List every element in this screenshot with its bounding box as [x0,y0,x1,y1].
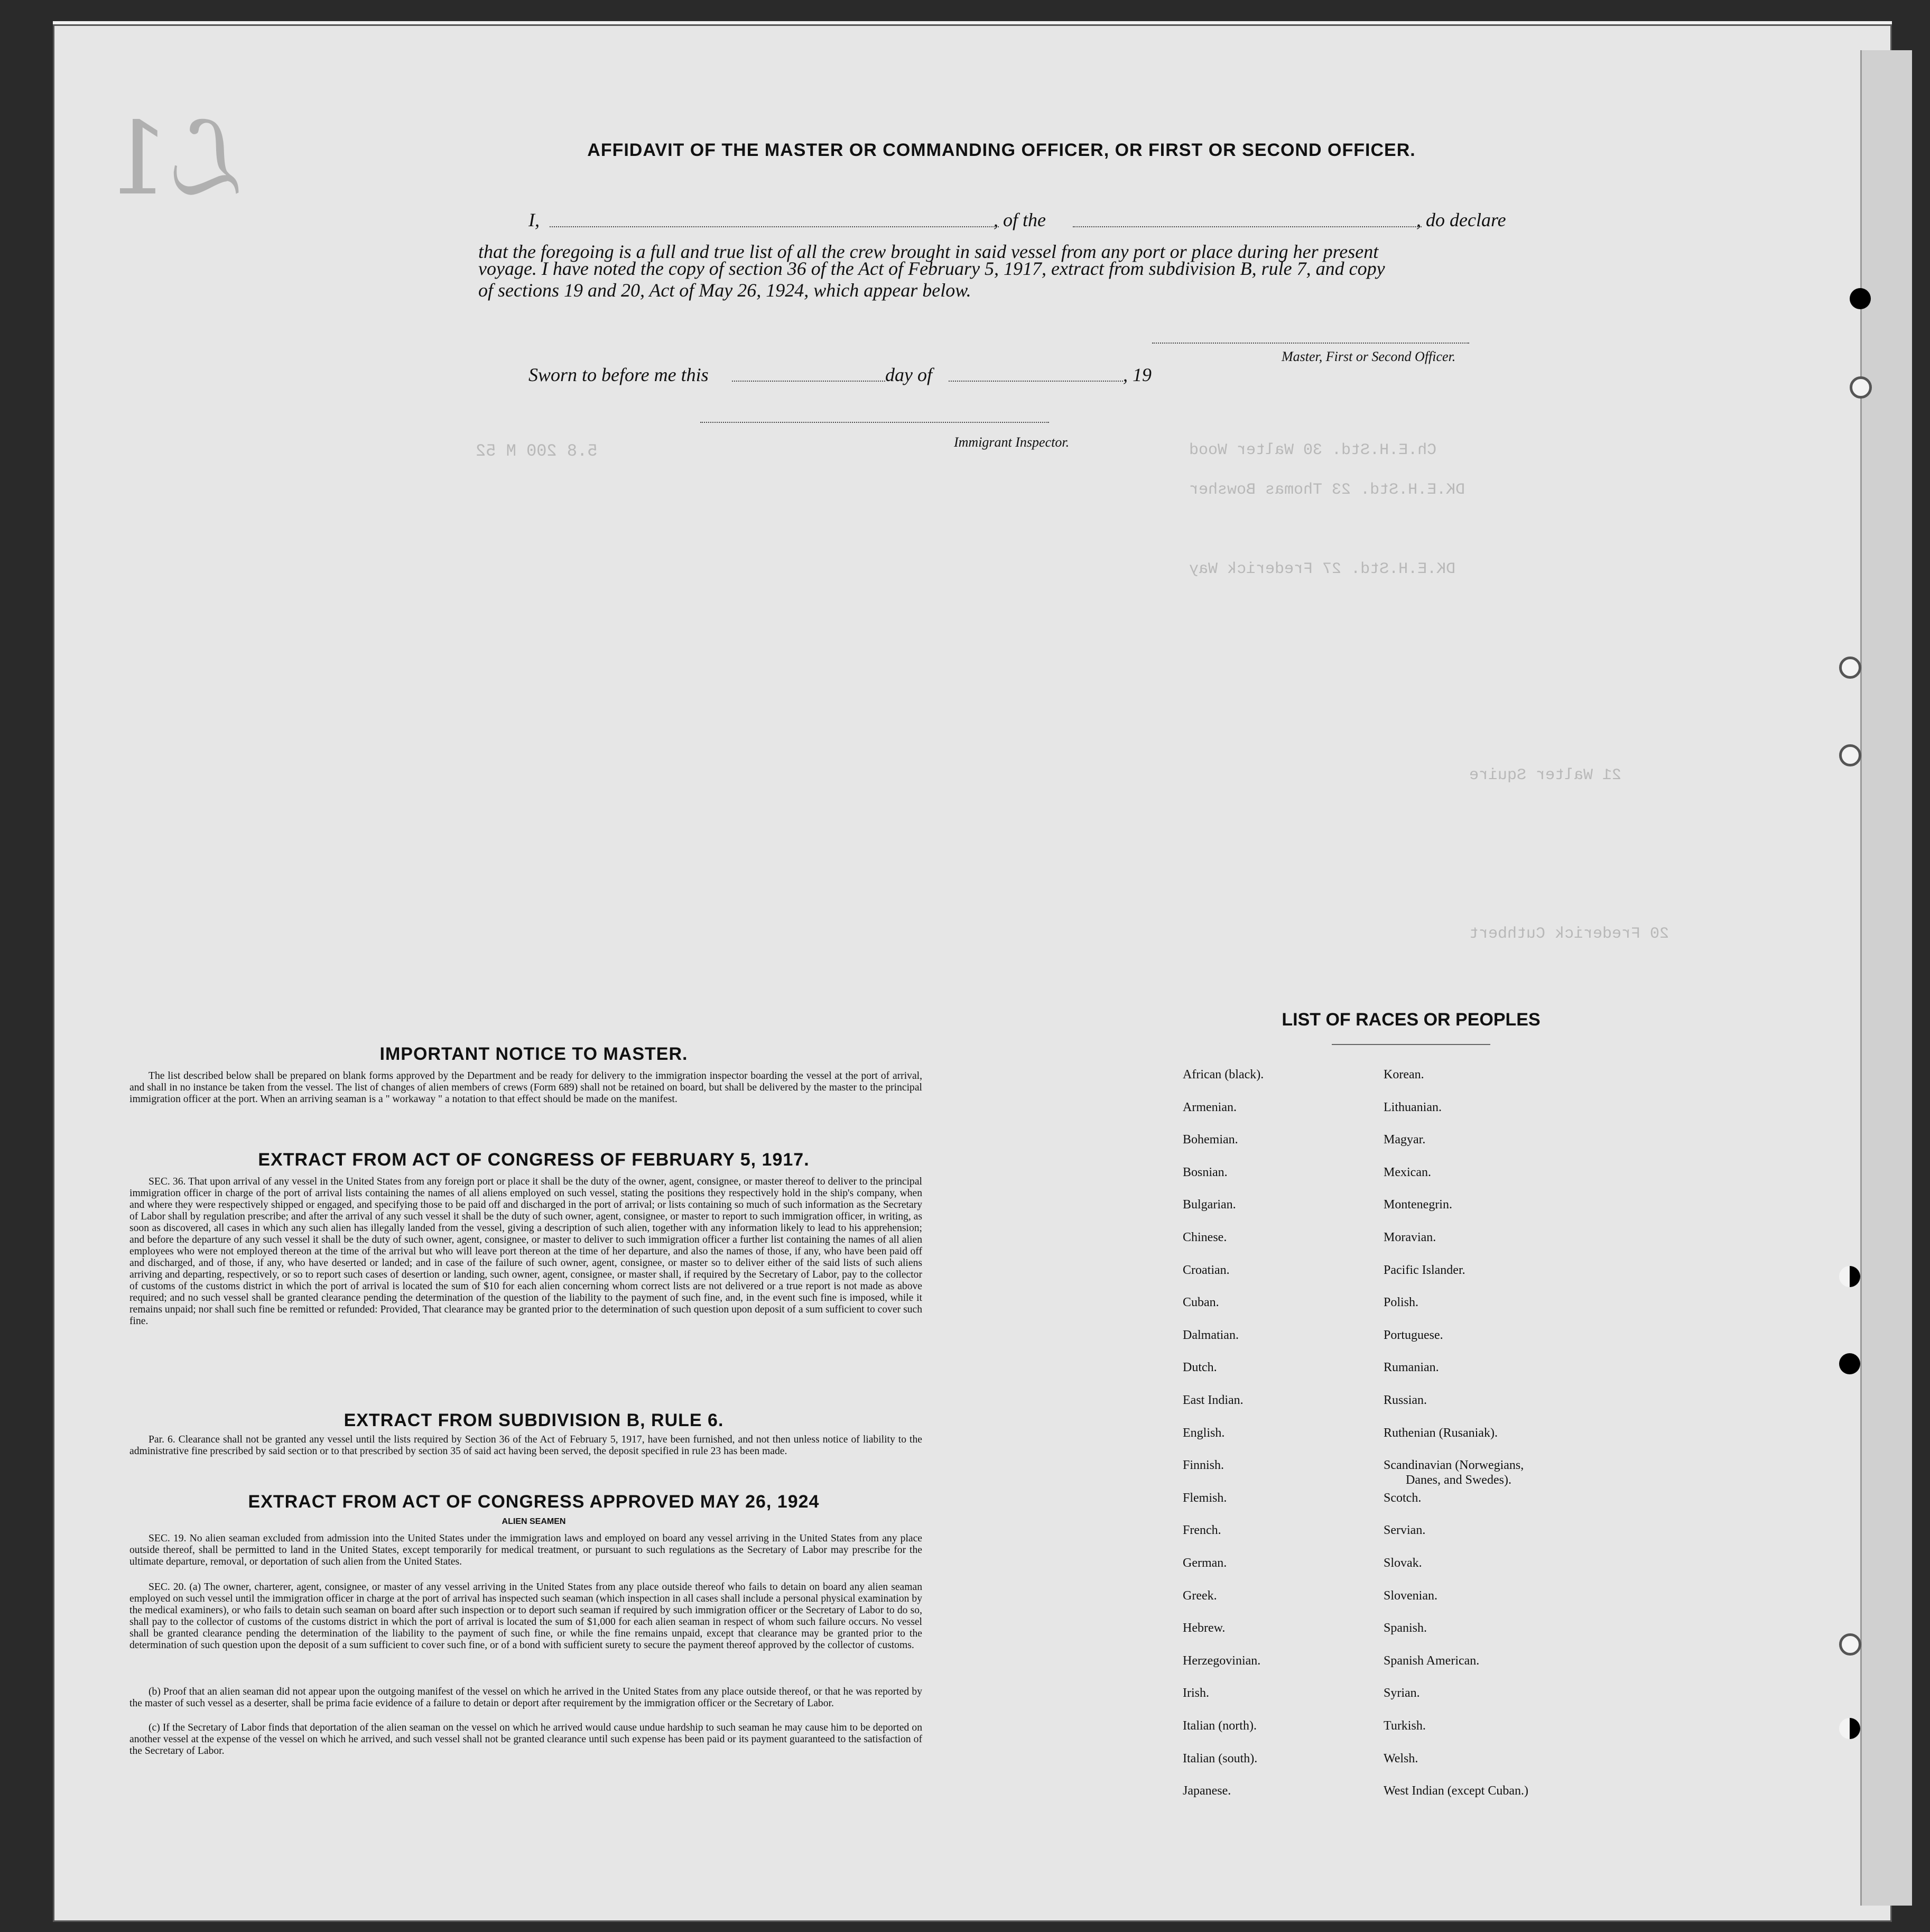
punch-hole [1839,1633,1861,1656]
rule6-title: EXTRACT FROM SUBDIVISION B, RULE 6. [344,1410,724,1430]
race-item: Scotch. [1384,1491,1422,1505]
sec19-body: SEC. 19. No alien seaman excluded from admission into the United States under the immigration laws and employed on board any vessel arriving in the United States from any place outside thereof, shall be permitted to land in the United States, except temporarily for medical treatment, or pursuant to such regulations as the Secretary of Labor may prescribe for the ultimate departure, removal, or deportation of such alien from the United States. [129,1533,922,1567]
race-item: Italian (south). [1183,1751,1258,1765]
race-item: English. [1183,1426,1225,1440]
affidavit-of-the: , of the [994,209,1046,230]
name-blank[interactable] [550,226,999,227]
sec20c-body: (c) If the Secretary of Labor finds that deportation of the alien seaman on the vessel on which he arrived would cause undue hardship to such seaman he may cause him to be deported on another vessel at the expense of the vessel on which he arrived, and such vessel shall not be granted clearance until such expense has been paid or its payment guaranteed to the satisfaction of the Secretary of Labor. [129,1722,922,1757]
sec20b-body: (b) Proof that an alien seaman did not appear upon the outgoing manifest of the vessel on which he arrived in the United States from any place outside thereof, or that he was reported by the master of such vessel as a deserter, shall be prima facie evidence of a failure to detain or deport after requirement by the immigration officer or the Secretary of Labor. [129,1686,922,1709]
affidavit-line3: voyage. I have noted the copy of section 36 of the Act of February 5, 1917, extract from subdivision B, rule 7, and copy [478,258,1385,279]
race-item: East Indian. [1183,1393,1244,1407]
race-item: Korean. [1384,1068,1424,1081]
affidavit-declare: , do declare [1416,209,1506,230]
race-item: Herzegovinian. [1183,1653,1261,1668]
race-item: Japanese. [1183,1784,1231,1798]
affidavit-title: AFFIDAVIT OF THE MASTER OR COMMANDING OFFICER, OR FIRST OR SECOND OFFICER. [587,140,1416,160]
sec20a-body: SEC. 20. (a) The owner, charterer, agent, consignee, or master of any vessel arriving in the United States from any place outside thereof who fails to detain on board any alien seaman employed on such vessel until the immigration officer in charge at the port of arrival has inspected such seaman (which inspection in all cases shall include a personal physical examination by the medical examiners), or who fails to detain such seaman on board after such inspection or to deport such seaman if required by such immigration officer or the Secretary of Labor to do so, shall pay to the collector of customs of the customs district in which the port of arrival is located the sum of $1,000 for each alien seaman in respect of whom such failure occurs. No vessel shall be granted clearance pending the determination of the liability to the payment of such fine, or while the fine remains unpaid, except that clearance may be granted prior to the determination of such question upon the deposit of a sum sufficient to cover such fine, or of a bond with sufficient surety to secure the payment thereof approved by the collector of customs. [129,1582,922,1651]
race-item: Welsh. [1384,1751,1418,1765]
race-item: Dutch. [1183,1361,1217,1375]
race-item: Magyar. [1384,1133,1426,1147]
extract-1924-title: EXTRACT FROM ACT OF CONGRESS APPROVED MAY 26, 1924 [248,1492,820,1512]
affidavit-i: I, [528,209,540,230]
race-item: Bulgarian. [1183,1198,1236,1212]
sworn-year: , 19 [1123,364,1152,385]
races-title: LIST OF RACES OR PEOPLES [1282,1010,1541,1030]
notice-body: The list described below shall be prepared on blank forms approved by the Department and be ready for delivery to the immigration inspector boarding the vessel at the port of arrival, and shall in no instance be taken from the vessel. The list of changes of alien members of crews (Form 689) shall not be retained on board, but shall be delivered by the master to the principal immigration officer at the port. When an arriving seaman is a " workaway " a notation to that effect should be made on the manifest. [129,1070,922,1105]
race-item: Rumanian. [1384,1361,1439,1375]
page-edge [1860,50,1912,1906]
bleed-through-4: DK.E.H.Std. 27 Frederick Way [1189,560,1456,578]
race-item: Portuguese. [1384,1328,1443,1342]
race-item: Turkish. [1384,1719,1426,1733]
race-item: Flemish. [1183,1491,1227,1505]
punch-hole [1839,1266,1860,1287]
race-item: Italian (north). [1183,1719,1257,1733]
bleed-through-3: DK.E.H.Std. 23 Thomas Bowsher [1189,481,1465,499]
inspector-signature-blank[interactable] [700,422,1049,423]
rule6-body: Par. 6. Clearance shall not be granted any vessel until the lists required by Section 36 of the Act of February 5, 1917, have been furnished, and not then unless notice of liability to the administrative fine prescribed by said section or to that prescribed by section 35 of said act having been served, the deposit specified in rule 23 has been made. [129,1434,922,1457]
race-item: Hebrew. [1183,1621,1226,1635]
extract-1917-body: SEC. 36. That upon arrival of any vessel in the United States from any foreign port or place it shall be the duty of the owner, agent, consignee, or master thereof to deliver to the principal immigration officer in charge of the port of arrival lists containing the names of all aliens employed on such vessel, stating the positions they respectively hold in the ship's company, when and where they were respectively shipped or engaged, and specifying those to be paid off and discharged in the port of arrival; or lists containing so much of such information as the Secretary of Labor shall by regulation prescribe; and after the arrival of any such vessel it shall be the duty of such owner, agent, consignee, or master to report to such immigration officer, in writing, as soon as discovered, all cases in which any such alien has illegally landed from the vessel, giving a description of such alien, together with any information likely to lead to his apprehension; and before the departure of any such vessel it shall be the duty of such owner, agent, consignee, or master to deliver to such immigration officer a further list containing the names of all alien employees who were not employed thereon at the time of the arrival but who will leave port thereon at the time of her departure, and also the names of those, if any, who have been paid off and discharged, and of those, if any, who have deserted or landed; and in case of the failure of such owner, agent, consignee, or master so to deliver either of the said lists of such aliens arriving and departing, respectively, or so to report such cases of desertion or landing, such owner, agent, consignee, or master shall, if required by the Secretary of Labor, pay to the collector of customs of the customs district in which the port of arrival is located the sum of $10 for each alien concerning whom correct lists are not delivered or a true report is not made as above required; and no such vessel shall be granted clearance pending the determination of the question of the liability to the payment of such fine, and, in the event such fine is imposed, while it remains unpaid; nor shall such fine be remitted or refunded: Provided, That clearance may be granted prior to the determination of such question upon deposit of a sum sufficient to cover such fine. [129,1176,922,1327]
race-item: Syrian. [1384,1686,1420,1700]
extract-1924-subtitle: ALIEN SEAMEN [502,1517,566,1526]
race-item: Croatian. [1183,1263,1230,1277]
punch-hole [1850,376,1872,399]
notice-title: IMPORTANT NOTICE TO MASTER. [379,1044,688,1064]
race-item: Pacific Islander. [1384,1263,1465,1277]
punch-hole [1839,657,1861,679]
race-item: Ruthenian (Rusaniak). [1384,1426,1498,1440]
race-item: Greek. [1183,1588,1217,1603]
race-item: West Indian (except Cuban.) [1384,1784,1528,1798]
bleed-through-1: 5.8 200 M 52 [476,441,598,461]
sworn-day-of: day of [885,364,932,385]
punch-hole [1850,288,1871,309]
race-item: Polish. [1384,1296,1419,1310]
race-item: Chinese. [1183,1231,1227,1244]
sworn-day-blank[interactable] [732,381,885,382]
race-item: Mexican. [1384,1165,1431,1179]
bleed-through-6: 20 Frederick Cuthbert [1469,925,1669,943]
affidavit-line4: of sections 19 and 20, Act of May 26, 1924, which appear below. [478,280,971,301]
race-item: Lithuanian. [1384,1100,1442,1114]
race-item: Armenian. [1183,1100,1237,1114]
sworn-month-blank[interactable] [949,381,1123,382]
punch-hole [1839,1718,1860,1739]
race-item: Russian. [1384,1393,1427,1407]
race-item: Scandinavian (Norwegians, [1384,1458,1524,1473]
bleed-through-5: 21 Walter Squire [1469,766,1622,784]
race-scandinavian-continuation: Danes, and Swedes). [1406,1473,1511,1487]
races-divider [1332,1044,1490,1045]
race-item: Bosnian. [1183,1165,1228,1179]
race-item: Slovenian. [1384,1588,1437,1603]
race-item: Spanish American. [1384,1653,1480,1668]
bleed-through-mark: ℒ1 [106,100,242,217]
sworn-prefix: Sworn to before me this [528,364,709,385]
inspector-caption: Immigrant Inspector. [954,435,1070,450]
race-item: Slovak. [1384,1556,1422,1570]
punch-hole [1839,744,1861,766]
race-item: Bohemian. [1183,1133,1238,1147]
vessel-blank[interactable] [1073,226,1422,227]
race-item: Dalmatian. [1183,1328,1239,1342]
extract-1917-title: EXTRACT FROM ACT OF CONGRESS OF FEBRUARY 5, 1917. [258,1150,810,1170]
race-item: Irish. [1183,1686,1209,1700]
race-item: French. [1183,1523,1221,1538]
race-item: Servian. [1384,1523,1426,1538]
race-item: Cuban. [1183,1296,1219,1310]
race-item: African (black). [1183,1068,1264,1081]
affidavit-line2: that the foregoing is a full and true list of all the crew brought in said vessel from any port or place during her present [478,241,1379,262]
race-item: Spanish. [1384,1621,1427,1635]
bleed-through-2: Ch.E.H.Std. 30 Walter Wood [1189,441,1437,459]
race-item: Montenegrin. [1384,1198,1452,1212]
punch-hole [1839,1353,1860,1374]
master-caption: Master, First or Second Officer. [1282,349,1456,364]
race-item: Moravian. [1384,1231,1436,1244]
race-item: German. [1183,1556,1227,1570]
race-item: Finnish. [1183,1458,1224,1473]
master-signature-blank[interactable] [1152,343,1469,344]
